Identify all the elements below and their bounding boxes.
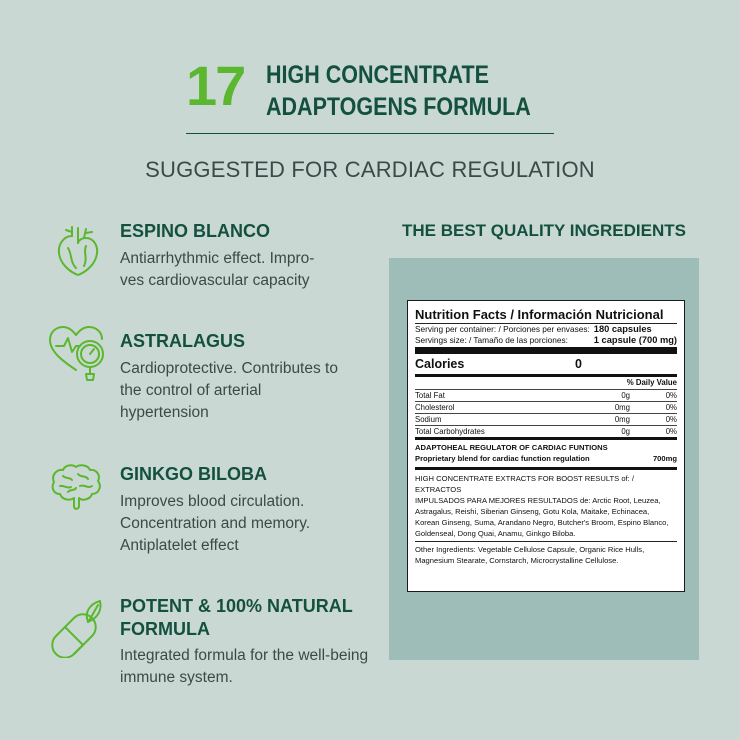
feature-title-potent-natural: POTENT & 100% NATURAL FORMULA: [120, 596, 353, 639]
serving-per-container-row: Serving per container: / Porciones per envases: 180 capsules: [415, 324, 652, 334]
header-title-line-1: HIGH CONCENTRATE: [266, 61, 489, 89]
nutrition-facts-title: Nutrition Facts / Información Nutricional: [415, 307, 664, 322]
feature-title-espino-blanco: ESPINO BLANCO: [120, 221, 271, 241]
blend-title: ADAPTOHEAL REGULATOR OF CARDIAC FUNTIONS: [415, 443, 608, 452]
feature-title-astralagus: ASTRALAGUS: [120, 331, 245, 351]
serving-size-row: Servings size: / Tamaño de las porciones: 1 capsule (700 mg): [415, 335, 677, 345]
nutrient-row: Total Fat 0g 0%: [415, 391, 677, 400]
header-number: 17: [186, 54, 245, 117]
nutrient-row: Cholesterol 0mg 0%: [415, 403, 677, 412]
feature-title-ginkgo-biloba: GINKGO BILOBA: [120, 464, 267, 484]
nutrient-row: Sodium 0mg 0%: [415, 415, 677, 424]
feature-desc-ginkgo-biloba: Improves blood circulation. Concentration and memory. Antiplatelet effect: [120, 493, 311, 554]
header-title-line-2: ADAPTOGENS FORMULA: [266, 93, 531, 121]
extracts-text: HIGH CONCENTRATE EXTRACTS FOR BOOST RESULTS of: / EXTRACTOS IMPULSADOS PARA MEJORES RESULTADOS de: Arctic Root, Leuzea, Astragalus, Reishi, Siberian Ginseng, Gotu Kola, Maitake, Echinacea, Korean Ginseng, Suma, Arandano Negro, Butcher's Broom, Espino Blanco, Goldenseal, Dong Quai, Anamu, Ginkgo Biloba.: [415, 474, 669, 538]
heart-anatomy-icon: [50, 222, 108, 280]
feature-desc-astralagus: Cardioprotective. Contributes to the control of arterial hypertension: [120, 360, 338, 421]
brain-icon: [48, 462, 104, 512]
daily-value-header: % Daily Value: [626, 378, 677, 387]
heart-pressure-gauge-icon: [46, 322, 108, 384]
page-subtitle: SUGGESTED FOR CARDIAC REGULATION: [145, 157, 595, 182]
ingredients-title: THE BEST QUALITY INGREDIENTS: [402, 221, 686, 240]
header-divider: [186, 133, 554, 134]
nutrition-facts-label: [407, 300, 685, 592]
feature-desc-espino-blanco: Antiarrhythmic effect. Impro- ves cardiovascular capacity: [120, 250, 315, 289]
feature-desc-potent-natural: Integrated formula for the well-being immune system.: [120, 647, 369, 686]
other-ingredients-text: Other Ingredients: Vegetable Cellulose Capsule, Organic Rice Hulls, Magnesium Stearate, Cornstarch, Microcrystalline Cellulose.: [415, 545, 645, 565]
capsule-leaf-icon: [48, 598, 104, 658]
calories-row: Calories 0: [415, 357, 582, 371]
nutrient-row: Total Carbohydrates 0g 0%: [415, 427, 677, 436]
blend-row: Proprietary blend for cardiac function regulation 700mg: [415, 454, 677, 463]
